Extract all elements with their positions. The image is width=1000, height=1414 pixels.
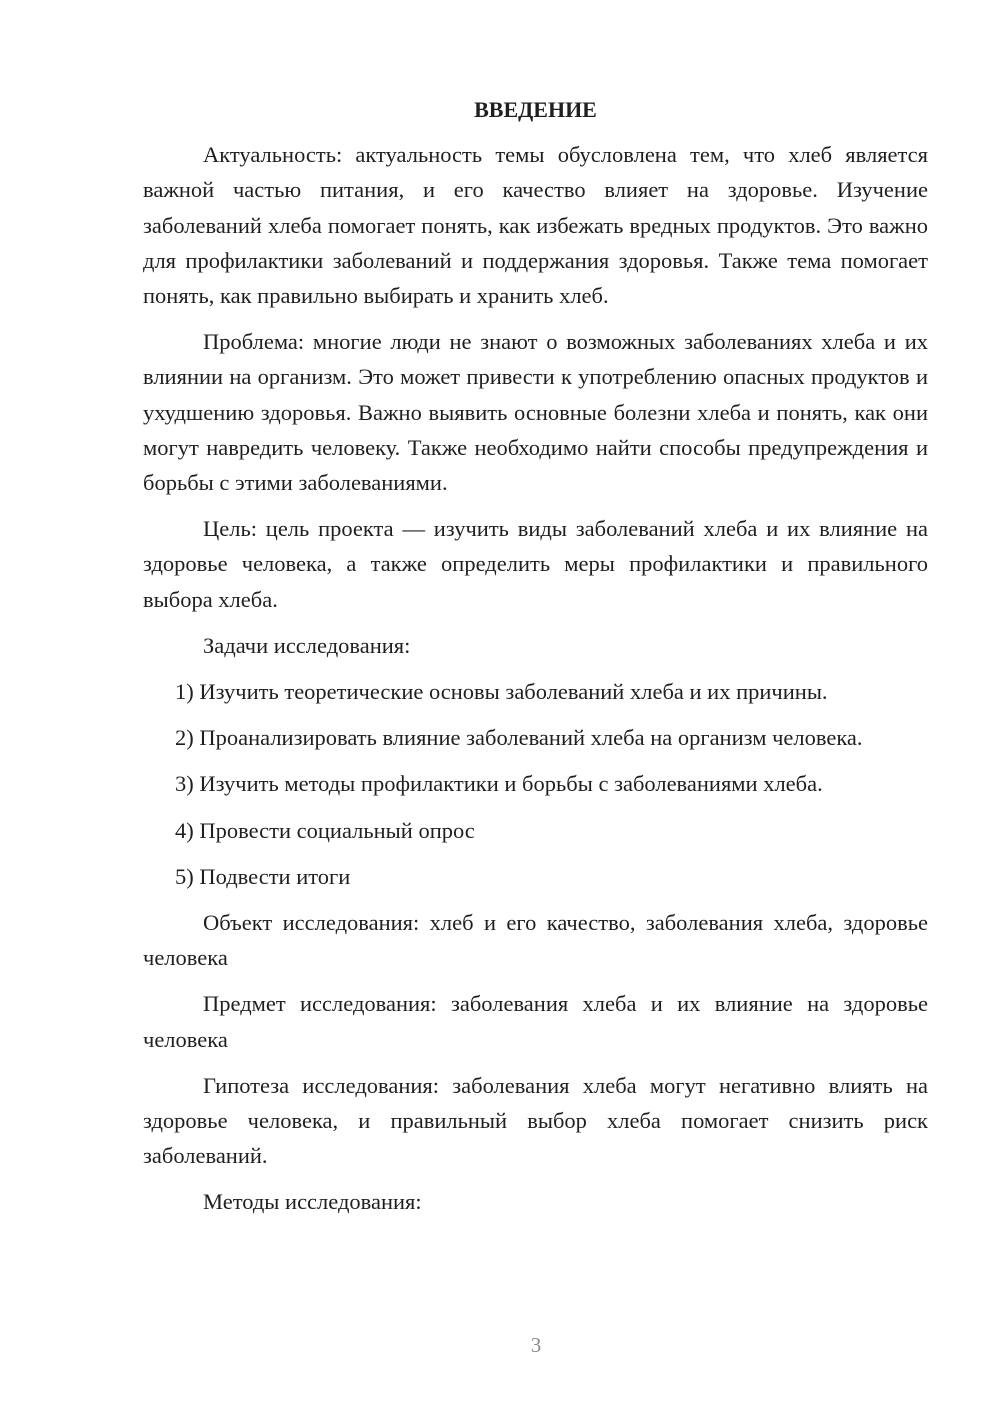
methods-heading: Методы исследования: [203,1189,422,1215]
subject-paragraph: Предмет исследования: заболевания хлеба и их влияние на здоровье человека [143,991,928,1052]
goal-paragraph: Цель: цель проекта — изучить виды заболеваний хлеба и их влияние на здоровье человека, а также определить меры профилактики и правильного выбора хлеба. [143,516,928,612]
hypothesis-paragraph: Гипотеза исследования: заболевания хлеба могут негативно влиять на здоровье человека, и правильный выбор хлеба помогает снизить риск заболеваний. [143,1072,928,1169]
task-item: 2) Проанализировать влияние заболеваний хлеба на организм человека. [175,725,863,751]
object-paragraph: Объект исследования: хлеб и его качество, заболевания хлеба, здоровье человека [143,910,928,971]
problem-paragraph: Проблема: многие люди не знают о возможных заболеваниях хлеба и их влиянии на организм. Это может привести к употреблению опасных продуктов и ухудшению здоровья. Важно выявить основные болезни хлеба и понять, как они могут навредить человеку. Также необходимо найти способы предупреждения и борьбы с этими заболеваниями. [143,329,928,496]
page-content [143,92,928,1231]
section-heading: ВВЕДЕНИЕ [474,97,597,122]
task-item: 3) Изучить методы профилактики и борьбы с заболеваниями хлеба. [175,771,823,797]
relevance-paragraph: Актуальность: актуальность темы обусловлена тем, что хлеб является важной частью питания, и его качество влияет на здоровье. Изучение заболеваний хлеба помогает понять, как избежать вредных продуктов. Это важно для профилактики заболеваний и поддержания здоровья. Также тема помогает понять, как правильно выбирать и хранить хлеб. [143,142,928,309]
task-item: 1) Изучить теоретические основы заболеваний хлеба и их причины. [175,679,828,705]
page-number: 3 [530,1333,542,1357]
tasks-heading: Задачи исследования: [203,632,411,658]
task-item: 5) Подвести итоги [175,863,351,889]
task-item: 4) Провести социальный опрос [175,817,475,843]
